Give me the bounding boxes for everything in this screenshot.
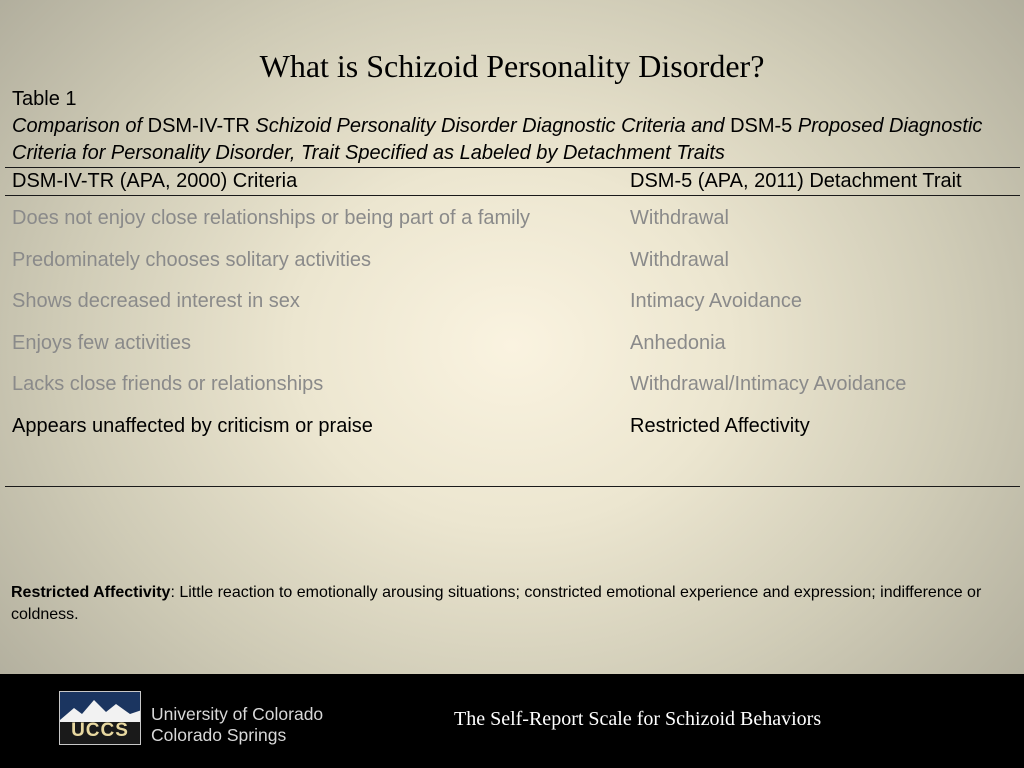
table-row <box>5 364 1020 406</box>
university-line-2: Colorado Springs <box>151 725 287 745</box>
table-label: Table 1 <box>12 88 77 110</box>
table-row <box>5 281 1020 323</box>
row-criterion: Appears unaffected by criticism or praise <box>12 414 373 437</box>
row-trait: Intimacy Avoidance <box>630 290 802 313</box>
row-trait: Anhedonia <box>630 331 726 354</box>
table-row <box>5 198 1020 240</box>
slide-footer <box>0 674 1024 768</box>
table-row <box>5 323 1020 365</box>
table-header-row <box>5 168 1020 196</box>
caption-dsm-5: DSM-5 <box>730 115 793 137</box>
table-caption-block <box>12 86 1017 167</box>
definition-text: : Little reaction to emotionally arousing situations; constricted emotional experience and expression; indifference or coldness. <box>11 584 982 623</box>
caption-part-1: Comparison of <box>12 115 148 137</box>
definition-term: Restricted Affectivity <box>11 584 171 601</box>
university-line-1: University of Colorado <box>151 704 324 724</box>
caption-part-5: Proposed Diagnostic Criteria for Personality Disorder, Trait Specified as Labeled by Detachment Traits <box>12 115 983 164</box>
presentation-title: The Self-Report Scale for Schizoid Behaviors <box>454 708 822 730</box>
row-criterion: Enjoys few activities <box>12 331 191 354</box>
row-criterion: Lacks close friends or relationships <box>12 373 324 396</box>
university-name <box>151 704 323 746</box>
row-criterion: Shows decreased interest in sex <box>12 290 300 313</box>
slide-title: What is Schizoid Personality Disorder? <box>259 48 765 84</box>
row-trait: Withdrawal/Intimacy Avoidance <box>630 373 907 396</box>
uccs-logo <box>59 691 141 745</box>
table-header-criteria: DSM-IV-TR (APA, 2000) Criteria <box>12 170 298 192</box>
logo-wordmark: UCCS <box>71 720 129 741</box>
row-trait: Withdrawal <box>630 248 729 271</box>
table-row <box>5 240 1020 282</box>
criteria-table <box>5 167 1020 487</box>
trait-definition <box>11 582 1016 626</box>
row-criterion: Does not enjoy close relationships or being part of a family <box>12 207 531 230</box>
table-caption <box>12 113 1017 167</box>
row-trait: Restricted Affectivity <box>630 414 810 437</box>
table-header-trait: DSM-5 (APA, 2011) Detachment Trait <box>630 170 962 192</box>
row-criterion: Predominately chooses solitary activities <box>12 248 372 271</box>
row-trait: Withdrawal <box>630 207 729 230</box>
table-row-highlighted <box>5 406 1020 448</box>
caption-dsm-iv-tr: DSM-IV-TR <box>147 115 250 137</box>
caption-part-3: Schizoid Personality Disorder Diagnostic Criteria and <box>249 115 731 137</box>
